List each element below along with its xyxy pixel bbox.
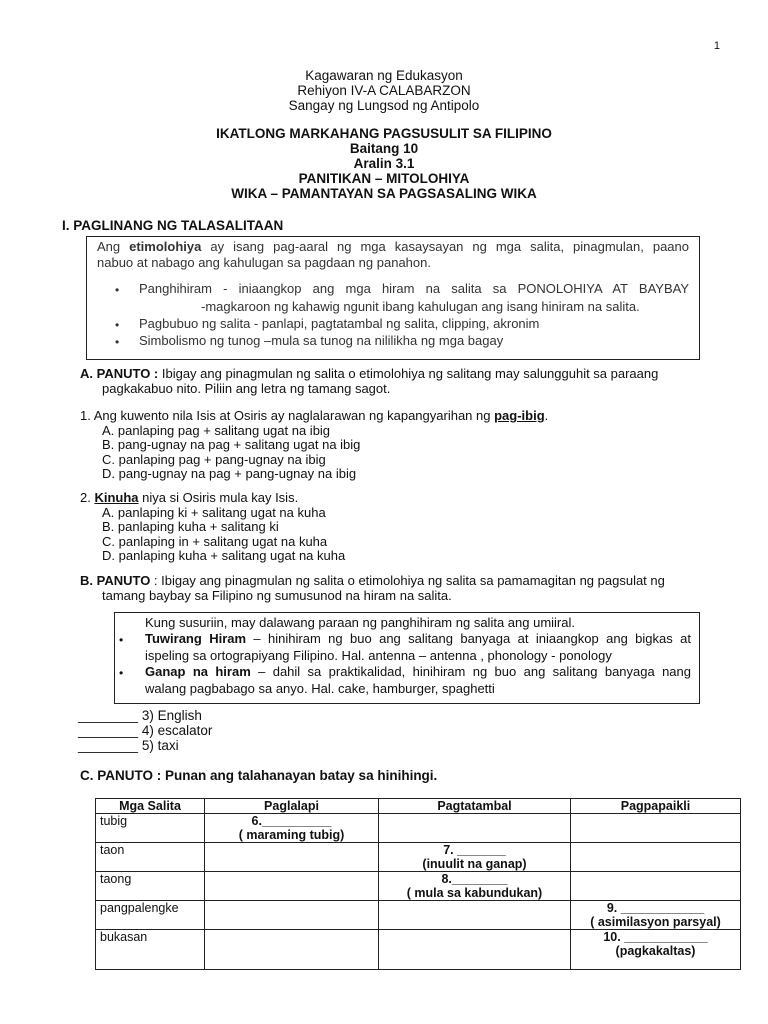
empty-cell[interactable] xyxy=(571,872,741,901)
page-number: 1 xyxy=(713,40,720,52)
table-row xyxy=(96,901,741,930)
title-2: Baitang 10 xyxy=(349,141,419,156)
part-b-instructions: B. PANUTO : Ibigay ang pinagmulan ng salita o etimolohiya ng salita sa pamamagitan ng pagsulat ng tamang baybay sa Filipino ng sumusunod na hiram na salita. xyxy=(80,573,665,603)
q1-option-c[interactable]: C. panlaping pag + pang-ugnay na ibig xyxy=(102,451,326,467)
bullet-icon: • xyxy=(115,283,120,297)
q1-option-d[interactable]: D. pang-ugnay na pag + pang-ugnay na ibig xyxy=(102,466,357,481)
panghihiram-box xyxy=(114,612,700,704)
box1-bullet-3: Simbolismo ng tunog –mula sa tunog na nililikha ng mga bagay xyxy=(139,333,504,348)
header-line-2: Rehiyon IV-A CALABARZON xyxy=(297,83,471,98)
q1-option-a[interactable]: A. panlaping pag + salitang ugat na ibig xyxy=(102,422,331,438)
title-3: Aralin 3.1 xyxy=(353,156,415,171)
question-1: 1. Ang kuwento nila Isis at Osiris ay naglalarawan ng kapangyarihan ng pag-ibig. A. panlaping pag + salitang ugat na ibig B. pang-ugnay na pag + salitang ugat na ibig C. panlaping pag + pang-ugnay na ibig D. pang-ugnay na pag + pang-ugnay na ibig xyxy=(80,408,549,481)
box1-intro-line2: nabuo at nabago ang kahulugan sa pagdaan ng panahon. xyxy=(97,255,431,270)
box1-bullet-1-line2: -magkaroon ng kahawig ngunit ibang kahulugan ang isang hiniram na salita. xyxy=(201,299,640,314)
word-formation-table xyxy=(95,798,741,970)
table-row xyxy=(96,930,741,970)
part-b-items xyxy=(78,708,212,753)
empty-cell[interactable] xyxy=(379,901,571,930)
header-line-1: Kagawaran ng Edukasyon xyxy=(305,68,463,83)
bullet-icon: • xyxy=(115,335,120,349)
title-4: PANITIKAN – MITOLOHIYA xyxy=(298,171,470,186)
part-c-instructions: C. PANUTO : Punan ang talahanayan batay sa hinihingi. xyxy=(80,768,438,783)
etimolohiya-definition-box xyxy=(86,236,700,360)
bullet-icon: • xyxy=(119,633,124,647)
empty-cell[interactable] xyxy=(571,814,741,843)
word-cell: taong xyxy=(96,872,205,901)
box2-bullet-1-line1: Tuwirang Hiram – hinihiram ng buo ang salitang banyaga at iniaangkop ang bigkas at xyxy=(145,631,691,646)
answer-cell-7[interactable]: 7. _______ (inuulit na ganap) xyxy=(379,843,571,872)
item-4-escalator[interactable]: ________ 4) escalator xyxy=(78,723,213,738)
empty-cell[interactable] xyxy=(205,843,379,872)
header-pagpapaikli: Pagpapaikli xyxy=(571,799,741,814)
header-line-3: Sangay ng Lungsod ng Antipolo xyxy=(288,98,480,113)
empty-cell[interactable] xyxy=(379,930,571,970)
item-5-taxi[interactable]: ________ 5) taxi xyxy=(78,738,179,753)
word-cell: tubig xyxy=(96,814,205,843)
table-row xyxy=(96,843,741,872)
box1-intro-line1: Ang etimolohiya ay isang pag-aaral ng mga kasaysayan ng mga salita, pinagmulan, paano xyxy=(97,239,689,254)
item-3-english[interactable]: ________ 3) English xyxy=(78,708,202,723)
empty-cell[interactable] xyxy=(379,814,571,843)
box2-intro: Kung susuriin, may dalawang paraan ng panghihiram ng salita ang umiiral. xyxy=(145,615,575,630)
word-cell: pangpalengke xyxy=(96,901,205,930)
title-1: IKATLONG MARKAHANG PAGSUSULIT SA FILIPINO xyxy=(216,126,552,141)
table-header-row xyxy=(96,799,741,814)
answer-cell-6[interactable]: 6.__________ ( maraming tubig) xyxy=(205,814,379,843)
bullet-icon: • xyxy=(115,318,120,332)
box2-bullet-2-line2: walang pagbabago sa anyo. Hal. cake, hamburger, spaghetti xyxy=(145,681,495,696)
empty-cell[interactable] xyxy=(205,901,379,930)
answer-cell-9[interactable]: 9. ____________ ( asimilasyon parsyal) xyxy=(571,901,741,930)
q2-option-c[interactable]: C. panlaping in + salitang ugat na kuha xyxy=(102,533,328,549)
table-row xyxy=(96,872,741,901)
title-5: WIKA – PAMANTAYAN SA PAGSASALING WIKA xyxy=(231,186,537,201)
header-mga-salita: Mga Salita xyxy=(96,799,205,814)
q2-option-b[interactable]: B. panlaping kuha + salitang ki xyxy=(102,519,279,534)
table-row xyxy=(96,814,741,843)
empty-cell[interactable] xyxy=(571,843,741,872)
bullet-icon: • xyxy=(119,666,124,680)
box1-bullet-2: Pagbubuo ng salita - panlapi, pagtatambal ng salita, clipping, akronim xyxy=(139,316,540,331)
q2-option-d[interactable]: D. panlaping kuha + salitang ugat na kuha xyxy=(102,548,346,563)
answer-cell-8[interactable]: 8.________ ( mula sa kabundukan) xyxy=(379,872,571,901)
answer-cell-10[interactable]: 10. ____________ (pagkakaltas) xyxy=(571,930,741,970)
box2-bullet-1-line2: ispeling sa ortograpiyang Filipino. Hal. antenna – antenna , phonology - ponology xyxy=(145,648,612,663)
empty-cell[interactable] xyxy=(205,930,379,970)
header-pagtatambal: Pagtatambal xyxy=(379,799,571,814)
document-header xyxy=(0,68,768,113)
q1-option-b[interactable]: B. pang-ugnay na pag + salitang ugat na ibig xyxy=(102,437,361,452)
empty-cell[interactable] xyxy=(205,872,379,901)
q2-option-a[interactable]: A. panlaping ki + salitang ugat na kuha xyxy=(102,504,326,520)
box1-bullet-1-line1: Panghihiram - iniaangkop ang mga hiram na salita sa PONOLOHIYA AT BAYBAY xyxy=(139,281,689,296)
word-cell: bukasan xyxy=(96,930,205,970)
box2-bullet-2-line1: Ganap na hiram – dahil sa praktikalidad, hinihiram ng buo ang salitang banyaga nang xyxy=(145,664,691,679)
document-titles xyxy=(0,126,768,201)
section-1-heading: I. PAGLINANG NG TALASALITAAN xyxy=(62,218,284,233)
word-cell: taon xyxy=(96,843,205,872)
header-paglalapi: Paglalapi xyxy=(205,799,379,814)
question-2: 2. Kinuha niya si Osiris mula kay Isis. A. panlaping ki + salitang ugat na kuha B. panlaping kuha + salitang ki C. panlaping in + salitang ugat na kuha D. panlaping kuha + salitang ugat na kuha xyxy=(80,490,346,563)
part-a-instructions: A. PANUTO : Ibigay ang pinagmulan ng salita o etimolohiya ng salitang may salungguhit sa paraang pagkakabuo nito. Piliin ang letra ng tamang sagot. xyxy=(80,366,659,396)
